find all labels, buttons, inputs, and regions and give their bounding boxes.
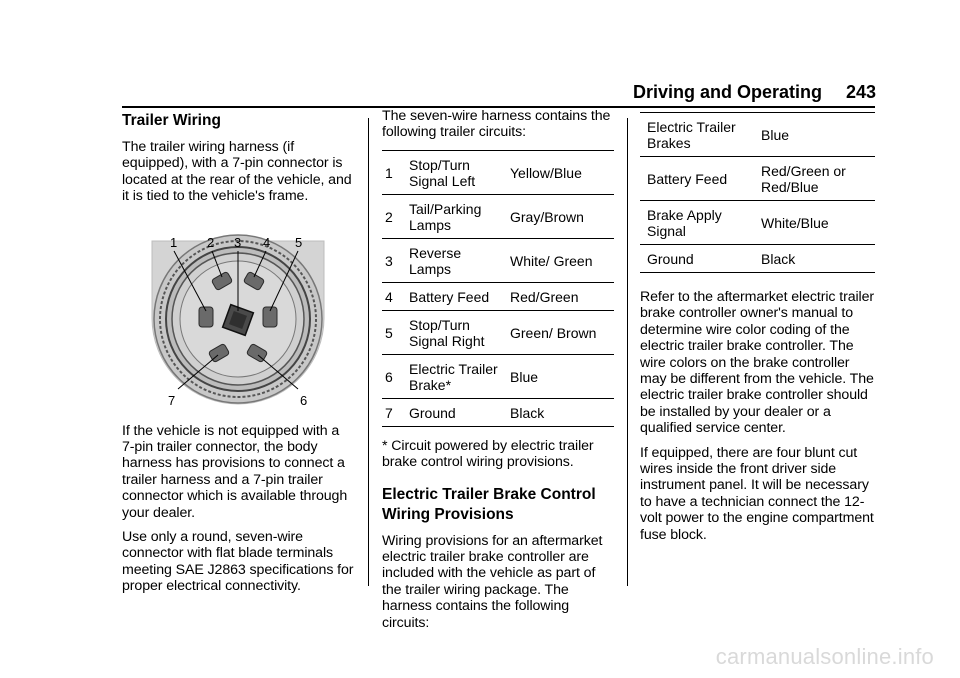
circuit-name: Ground <box>406 398 507 426</box>
left-column <box>122 108 354 595</box>
table-row <box>382 194 614 238</box>
right-column <box>640 108 875 543</box>
middle-column <box>382 108 614 631</box>
column-divider-2 <box>627 118 628 586</box>
circuit-number: 4 <box>382 282 406 310</box>
circuit-number: 7 <box>382 398 406 426</box>
brake-wire-color: Red/Green or Red/Blue <box>754 157 875 201</box>
pin-label-3: 3 <box>234 234 242 250</box>
circuit-number: 6 <box>382 354 406 398</box>
brake-circuit-name: Brake Apply Signal <box>640 201 754 245</box>
column-divider-1 <box>368 118 369 586</box>
wire-color: Blue <box>507 354 614 398</box>
circuit-name: Stop/Turn Signal Left <box>406 150 507 194</box>
trailer-wiring-paragraph-1: The trailer wiring harness (if equipped), with a 7-pin connector is located at the rear of the vehicle, and it is tied to the vehicle's frame. <box>122 139 352 205</box>
circuit-name: Electric Trailer Brake* <box>406 354 507 398</box>
seven-pin-connector-illustration <box>122 223 354 413</box>
wire-color: Red/Green <box>507 282 614 310</box>
circuit-footnote: * Circuit powered by electric trailer brake control wiring provisions. <box>382 437 594 471</box>
circuit-number: 2 <box>382 194 406 238</box>
circuit-number: 3 <box>382 238 406 282</box>
table-row <box>382 238 614 282</box>
trailer-wiring-paragraph-3: Use only a round, seven-wire connector with flat blade terminals meeting SAE J2863 specifications for proper electrical connectivity. <box>122 529 354 595</box>
circuit-number: 1 <box>382 150 406 194</box>
table-row <box>640 157 875 201</box>
brake-controller-paragraph-1: Refer to the aftermarket electric trailer brake controller owner's manual to determine wire color coding of the electric trailer brake controller. The wire colors on the brake controller may be different from the vehicle. The electric trailer brake controller should be installed by your dealer or a qualified service center. <box>640 289 875 437</box>
pin-label-1: 1 <box>170 234 178 250</box>
wire-color: Yellow/Blue <box>507 150 614 194</box>
brake-controller-paragraph-2: If equipped, there are four blunt cut wires inside the front driver side instrument panel. It will be necessary to have a technician connect the 12-volt power to the engine compartment fuse block. <box>640 444 874 543</box>
circuit-name: Reverse Lamps <box>406 238 507 282</box>
trailer-wiring-heading: Trailer Wiring <box>122 112 221 129</box>
brake-circuit-name: Ground <box>640 245 754 273</box>
harness-intro: The seven-wire harness contains the following trailer circuits: <box>382 108 611 141</box>
trailer-circuits-table <box>382 150 614 427</box>
table-row <box>382 282 614 310</box>
brake-circuit-name: Battery Feed <box>640 157 754 201</box>
table-row <box>640 201 875 245</box>
wire-color: White/ Green <box>507 238 614 282</box>
table-row <box>382 310 614 354</box>
brake-wire-color: Black <box>754 245 875 273</box>
table-row <box>640 113 875 157</box>
brake-circuits-table <box>640 112 875 273</box>
table-row <box>382 398 614 426</box>
pin-label-6: 6 <box>300 392 308 408</box>
pin-label-4: 4 <box>263 234 271 250</box>
brake-wire-color: White/Blue <box>754 201 875 245</box>
watermark: carmanualsonline.info <box>715 644 934 669</box>
table-row <box>640 245 875 273</box>
wire-color: Black <box>507 398 614 426</box>
wire-color: Gray/Brown <box>507 194 614 238</box>
trailer-wiring-paragraph-2: If the vehicle is not equipped with a 7-pin trailer connector, the body harness has provisions to connect a trailer harness and a 7-pin trailer connector which is available through your dealer. <box>122 422 348 521</box>
page-header <box>0 0 960 110</box>
circuit-number: 5 <box>382 310 406 354</box>
circuit-name: Stop/Turn Signal Right <box>406 310 507 354</box>
pin-label-5: 5 <box>295 234 303 250</box>
circuit-name: Battery Feed <box>406 282 507 310</box>
table-row <box>382 354 614 398</box>
section-title: Driving and Operating <box>632 82 822 102</box>
page-number: 243 <box>845 82 876 102</box>
pin-label-7: 7 <box>168 392 176 408</box>
brake-circuit-name: Electric Trailer Brakes <box>640 113 754 157</box>
table-row <box>382 150 614 194</box>
pin-label-2: 2 <box>207 234 215 250</box>
brake-wire-color: Blue <box>754 113 875 157</box>
brake-control-paragraph: Wiring provisions for an aftermarket electric trailer brake controller are included with the vehicle as part of the trailer wiring package. The harness contains the following circuits: <box>382 532 603 631</box>
brake-control-heading: Electric Trailer Brake Control Wiring Provisions <box>382 485 596 523</box>
circuit-name: Tail/Parking Lamps <box>406 194 507 238</box>
wire-color: Green/ Brown <box>507 310 614 354</box>
connector-diagram <box>122 223 354 413</box>
